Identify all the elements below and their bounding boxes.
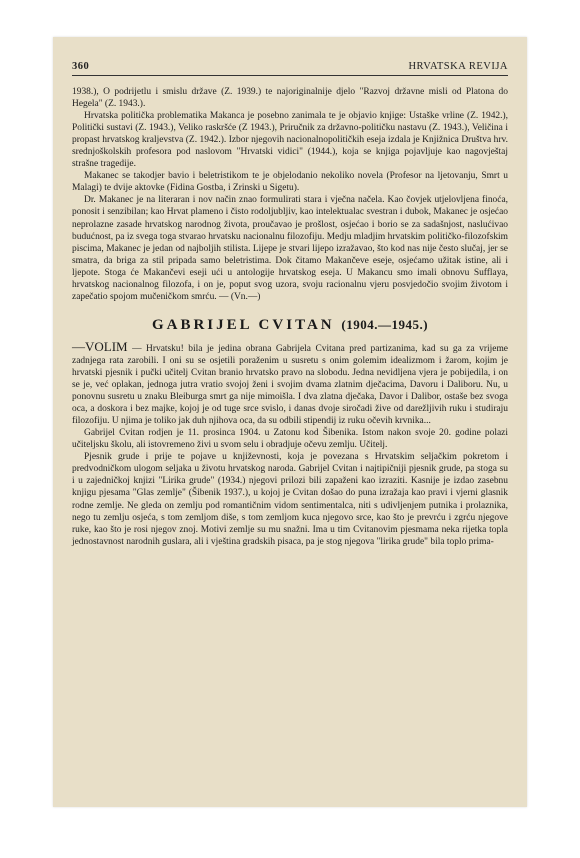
paragraph: Dr. Makanec je na literaran i nov način znao formulirati stara i vječna načela. Kao čovjek utjelovljena finoća, ponosit i senzibilan; kao Hrvat plameno i čisto rodoljubljiv, kao intelektualac svestran i dubok, Makanec je osjećao neprolazne zasade hrvatskog narodnog života, proučavao je prošlost, osjećao i borio se za sadašnjost, naslućivao budućnost, pa iz svega toga stvarao hrvatsku nacionalnu filozofiju. Medju mladjim hrvatskim političko-filozofskim piscima, Makanec je jedan od najboljih stilista. Lijepe je stvari lijepo izražavao, što kod nas nije često slučaj, jer se smatra, da briga za stil pripada samo beletristima. Dok čitamo Makančeve eseje, osjećamo užitak istine, ali i ljepote. Stoga će Makančevi eseji ući u antologije hrvatskog eseja. U Makancu smo imali obnovu Sufflaya, hrvatskog nacionalnog filozofa, i on je, poput svog uzora, svoju racionalnu vjeru posvjedočio svojim životom i zapečatio spojom mučeničkom smrću. — (Vn.—) — [72, 195, 508, 302]
paragraph: Gabrijel Cvitan rodjen je 11. prosinca 1904. u Zatonu kod Šibenika. Istom nakon svoje 20. godine polazi učiteljsku školu, ali istovremeno živi u svom selu i obradjuje očevu zemlju. Učitelj. — [72, 428, 508, 451]
page-header — [72, 52, 508, 76]
page-body — [72, 86, 508, 548]
paragraph: Hrvatska politička problematika Makanca je posebno zanimala te je objavio knjige: Ustaške vrline (Z. 1942.), Politički sustavi (Z. 1943.), Veliko raskršće (Z 1943.), Priručnik za državno-političku nastavu (Z. 1943.), Veličina i propast hrvatskog kraljevstva (Z. 1942.). Izbor njegovih nacionalnopolitičkih eseja izdala je Knjižnica Društva hrv. srednjoškolskih profesora pod naslovom "Hrvatski vidici" (1944.), koja se knjiga pojavljuje kao nagovještaj strašne tragedije. — [72, 111, 508, 170]
paragraph: Pjesnik grude i prije te pojave u književnosti, koja je povezana s Hrvatskim seljačkim pokretom i predvodničkom ulogom seljaka u životu hrvatskog naroda. Gabrijel Cvitan i najtipičniji pjesnik grude, pa stoga su i u zajedničkoj knjizi "Lirika grude" (1934.) njegovi prilozi bili zapaženi kao izraziti. Kasnije je izdao zasebnu knjigu pjesama "Glas zemlje" (Šibenik 1937.), u kojoj je Cvitan došao do puna izražaja kao pravi i vjerni glasnik rodne zemlje. Ne gleda on zemlju pod romantičnim vidom sentimentalca, niti s udivljenjem putnika i prolaznika, nego tu zemlju osjeća, s tom zemljom diše, s tom zemljom kuca njegovo srce, kao što je prevrću i zgrću njegove ruke, kao što je rosi njegov znoj. Motivi zemlje su mu snažni. Ima u tim Cvitanovim pjesmama neka rijetka topla jednostavnost narodnih guslara, ali i vještina gradskih pisaca, pa je stog njegova "lirika grude" bila toplo prima- — [72, 452, 508, 547]
article-heading — [72, 316, 508, 333]
opening-word: —VOLIM — [72, 338, 128, 354]
paragraph — [72, 338, 508, 427]
paragraph-text: — Hrvatsku! bila je jedina obrana Gabrijela Cvitana pred partizanima, kad su ga za vrijeme zadnjega rata zarobili. I oni su se osjetili poraženim u susretu s onim golemim idealizmom i žarom, kojim je hrvatski pjesnik i pučki učitelj Cvitan branio hrvatsko pravo na slobodu. Jedna nevidljena vjera je pobijedila, i on se je, već oplakan, jednoga jutra vratio svojoj ženi i svojim dvama zlatnim dječacima, Davoru i Daliboru. Nu, u ponovnu susretu u znaku Bleiburga smrt ga nije mimoišla. I dva zlatna dječaka, Davor i Dalibor, ostaše bez svoga oca, a doskora i bez majke, kojoj je od tuge srce svislo, i danas dvoje siročadi žive od darežljivih ruku i studiraju filozofiju. U njima je toliko jak duh njihova oca, da su odbili stipendij iz ruku očevih krvnika... — [72, 343, 508, 427]
article-years: (1904.—1945.) — [341, 316, 429, 332]
paragraph: 1938.), O podrijetlu i smislu države (Z. 1939.) te najoriginalnije djelo "Razvoj državne misli od Platona do Hegela" (Z. 1943.). — [72, 87, 508, 110]
article-title: GABRIJEL CVITAN — [151, 316, 335, 333]
page-number: 360 — [72, 61, 90, 72]
journal-title: HRVATSKA REVIJA — [408, 61, 508, 72]
paragraph: Makanec se takodjer bavio i beletristikom te je objelodanio nekoliko novela (Profesor na ljetovanju, Smrt u Malagi) te dvije aktovke (Fidina Gostba, i Zrinski u Sigetu). — [72, 171, 508, 194]
